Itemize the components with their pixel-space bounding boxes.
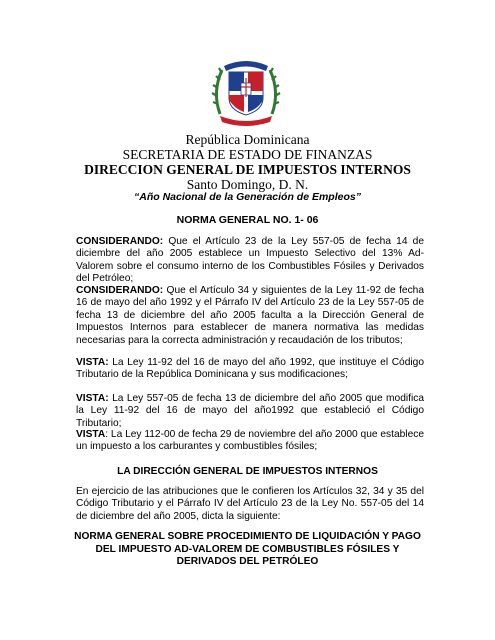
paragraph-text: Que el Artículo 23 de la Ley 557-05 de fecha 14 de diciembre del año 2005 establece un Impuesto Selectivo del 13% Ad-Valorem sobre el consumo interno de los Combustibles Fósiles y Derivados del Petróleo;	[76, 236, 424, 285]
norma-number: NORMA GENERAL NO. 1- 06	[176, 214, 319, 226]
paragraph-lead: VISTA:	[76, 357, 109, 368]
paragraph-text: La Ley 557-05 de fecha 13 de diciembre del año 2005 que modifica la Ley 11-92 del 16 de mayo del año1992 que estableció el Código Tributario;	[76, 393, 424, 429]
year-motto: “Año Nacional de la Generación de Empleos”	[134, 191, 361, 203]
paragraph-lead: VISTA:	[76, 393, 109, 404]
secretariat-name: SECRETARIA DE ESTADO DE FINANZAS	[122, 147, 373, 162]
paragraph-text: Que el Artículo 34 y siguientes de la Ley 11-92 de fecha 16 de mayo del año 1992 y el Párrafo IV del Artículo 23 de la Ley 557-05 de fecha 13 de diciembre del año 2005 faculta a la Dirección General de Impuestos Internos para establecer de manera normativa las medidas necesarias para la correcta administración y recaudación de los tributos;	[76, 285, 424, 346]
city-name: Santo Domingo, D. N.	[186, 177, 309, 192]
paragraph-lead: CONSIDERANDO:	[76, 285, 164, 296]
directorate-name: DIRECCION GENERAL DE IMPUESTOS INTERNOS	[84, 162, 411, 177]
norma-title-line-2: DEL IMPUESTO AD-VALOREM DE COMBUSTIBLES FÓSILES Y	[95, 543, 400, 555]
paragraph-lead: CONSIDERANDO:	[76, 236, 164, 247]
paragraph-text: : La Ley 112-00 de fecha 29 de noviembre del año 2000 que establece un impuesto a los carburantes y combustibles fósiles;	[76, 429, 424, 453]
vista-paragraph-2	[76, 393, 424, 430]
country-name: República Dominicana	[185, 132, 310, 147]
preamble-paragraph: En ejercicio de las atribuciones que le confieren los Artículos 32, 34 y 35 del Código Tributario y el Párrafo IV del Artículo 23 de la Ley No. 557-05 del 14 de diciembre del año 2005, dicta la siguiente:	[76, 486, 424, 522]
considerando-paragraph-1	[76, 236, 424, 286]
norma-title-line-1: NORMA GENERAL SOBRE PROCEDIMIENTO DE LIQUIDACIÓN Y PAGO	[74, 531, 421, 542]
paragraph-lead: VISTA	[76, 429, 106, 440]
norma-title	[60, 531, 435, 569]
section-title: LA DIRECCIÓN GENERAL DE IMPUESTOS INTERNOS	[117, 466, 378, 477]
vista-paragraph-1	[76, 357, 424, 382]
dominican-coat-of-arms-icon	[208, 52, 284, 128]
norma-title-line-3: DERIVADOS DEL PETRÓLEO	[176, 556, 319, 568]
considerando-paragraph-2	[76, 285, 424, 347]
paragraph-text: La Ley 11-92 del 16 de mayo del año 1992, que instituye el Código Tributario de la República Dominicana y sus modificaciones;	[76, 357, 424, 381]
vista-paragraph-3	[76, 429, 424, 454]
